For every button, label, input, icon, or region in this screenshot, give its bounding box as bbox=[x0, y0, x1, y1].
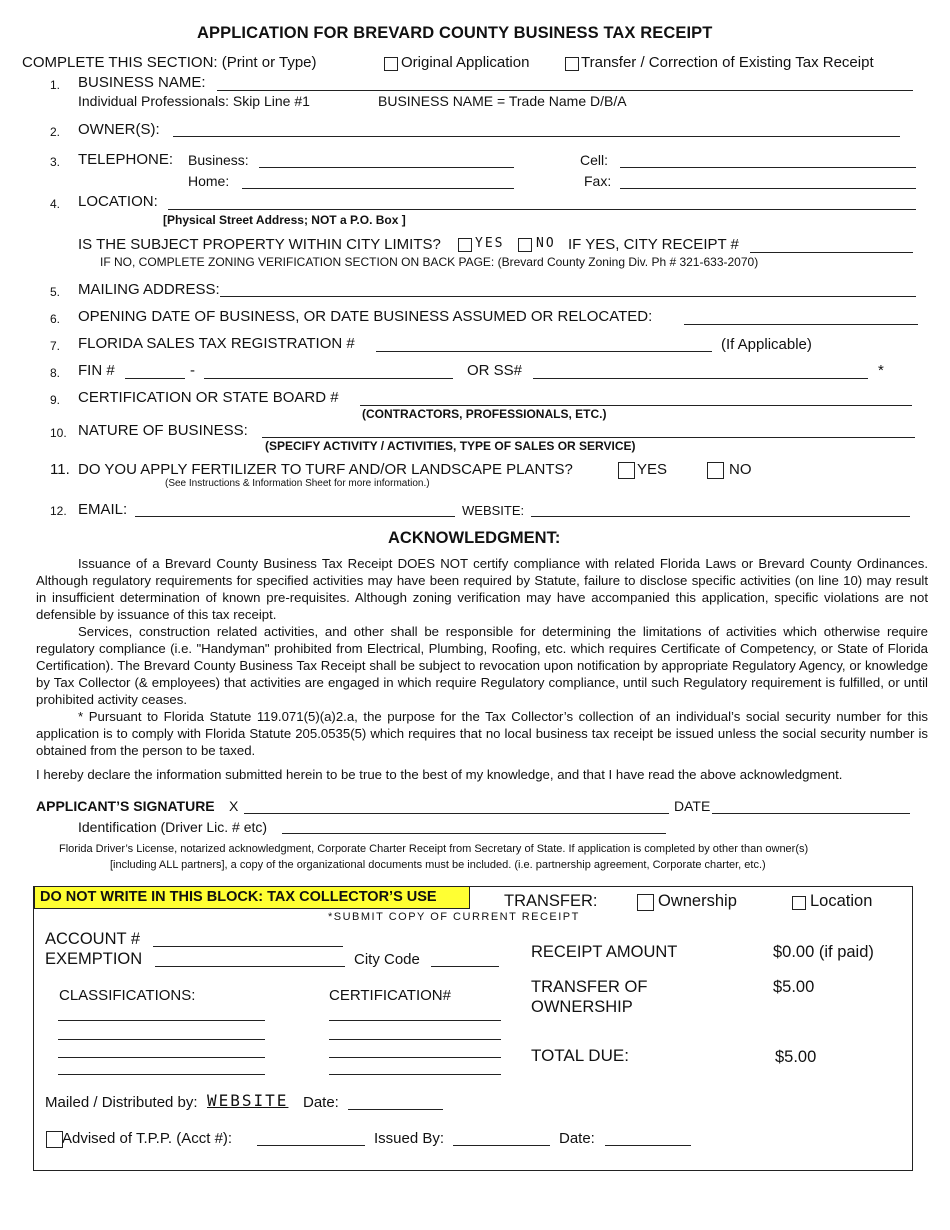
certification-line[interactable] bbox=[329, 1020, 501, 1021]
ssn-field[interactable] bbox=[533, 378, 868, 379]
classification-line[interactable] bbox=[58, 1020, 265, 1021]
zoning-note: IF NO, COMPLETE ZONING VERIFICATION SECTION ON BACK PAGE: (Brevard County Zoning Div. Ph # 321-633-2070) bbox=[100, 255, 759, 269]
business-name-field[interactable] bbox=[217, 90, 913, 91]
tax-collector-block bbox=[33, 886, 913, 1171]
line-number: 6. bbox=[50, 312, 61, 326]
issued-by-label: Issued By: bbox=[374, 1130, 445, 1147]
home-phone-field[interactable] bbox=[242, 188, 514, 189]
ssn-asterisk: * bbox=[878, 362, 884, 379]
opening-date-field[interactable] bbox=[684, 324, 918, 325]
city-limits-yes-checkbox[interactable] bbox=[458, 238, 472, 252]
certification-line[interactable] bbox=[329, 1074, 501, 1075]
ownership-label: Ownership bbox=[658, 892, 737, 910]
classification-line[interactable] bbox=[58, 1039, 265, 1040]
ssn-label: OR SS# bbox=[467, 362, 523, 379]
line-number: 11. bbox=[50, 461, 70, 478]
certification-note: (CONTRACTORS, PROFESSIONALS, ETC.) bbox=[362, 407, 607, 421]
declaration-text: I hereby declare the information submitted herein to be true to the best of my knowledge, and that I have read the above acknowledgment. bbox=[36, 767, 843, 782]
location-label: LOCATION: bbox=[78, 193, 158, 210]
total-due-value: $5.00 bbox=[775, 1048, 817, 1066]
city-limits-no-checkbox[interactable] bbox=[518, 238, 532, 252]
nature-of-business-note: (SPECIFY ACTIVITY / ACTIVITIES, TYPE OF SALES OR SERVICE) bbox=[265, 439, 636, 453]
line-number: 9. bbox=[50, 393, 61, 407]
business-name-label: BUSINESS NAME: bbox=[78, 74, 206, 91]
ownership-checkbox[interactable] bbox=[637, 894, 654, 911]
owners-field[interactable] bbox=[173, 136, 900, 137]
certification-line[interactable] bbox=[329, 1057, 501, 1058]
certification-line[interactable] bbox=[329, 1039, 501, 1040]
sales-tax-note: (If Applicable) bbox=[721, 336, 812, 353]
ack-paragraph-1: Issuance of a Brevard County Business Tax Receipt DOES NOT certify compliance with related Florida Laws or Brevard County Ordinances. Although regulatory requirements for specified activities may have been required by Statute, failure to disclose specific activities (on line 10) may result in insufficient determination of known pre-requisites. Although zoning verification may have accompanied this application, specific violations are not defensible by issuance of this tax receipt. bbox=[36, 556, 928, 622]
signature-date-label: DATE bbox=[674, 798, 711, 814]
sales-tax-field[interactable] bbox=[376, 351, 712, 352]
account-field[interactable] bbox=[153, 946, 343, 947]
identification-label: Identification (Driver Lic. # etc) bbox=[78, 819, 268, 835]
telephone-label: TELEPHONE: bbox=[78, 151, 174, 168]
tax-collector-banner: DO NOT WRITE IN THIS BLOCK: TAX COLLECTOR’S USE bbox=[34, 886, 470, 909]
nature-of-business-field[interactable] bbox=[262, 437, 915, 438]
mailed-distributed-label: Mailed / Distributed by: bbox=[45, 1094, 198, 1111]
business-phone-label: Business: bbox=[188, 152, 249, 168]
line-number: 2. bbox=[50, 125, 61, 139]
line-number: 8. bbox=[50, 366, 61, 380]
mailing-address-field[interactable] bbox=[220, 296, 916, 297]
classification-line[interactable] bbox=[58, 1057, 265, 1058]
fertilizer-no-checkbox[interactable] bbox=[707, 462, 724, 479]
signature-label: APPLICANT’S SIGNATURE bbox=[36, 798, 215, 814]
signature-x: X bbox=[229, 798, 239, 814]
exemption-label: EXEMPTION bbox=[45, 950, 143, 968]
line-number: 5. bbox=[50, 285, 61, 299]
ack-paragraph-2: Services, construction related activities, and other shall be responsible for determining the limitations of activities which otherwise require regulatory compliance (i.e. "Handyman" prohibited from Electrical, Plumbing, Roofing, etc. which requires Certificate of Competency, or State of Florida Certification). The Brevard County Business Tax Receipt shall be subject to revocation upon notification by appropriate Regulatory Agency, or knowledge by Tax Collector (& employees) that activities are engaged in which require Regulatory compliance, until such Regulatory requirement is fulfilled, or until prohibited activity ceases. bbox=[36, 624, 928, 707]
classification-line[interactable] bbox=[58, 1074, 265, 1075]
original-application-checkbox[interactable] bbox=[384, 57, 398, 71]
complete-section-label: COMPLETE THIS SECTION: (Print or Type) bbox=[22, 54, 317, 71]
ownership-caps-label: OWNERSHIP bbox=[531, 998, 633, 1016]
location-note: [Physical Street Address; NOT a P.O. Box ] bbox=[163, 213, 406, 227]
business-phone-field[interactable] bbox=[259, 167, 514, 168]
fertilizer-yes-checkbox[interactable] bbox=[618, 462, 635, 479]
line-number: 4. bbox=[50, 197, 61, 211]
signature-date-field[interactable] bbox=[712, 813, 910, 814]
city-receipt-label: IF YES, CITY RECEIPT # bbox=[568, 236, 739, 253]
trade-name-note: BUSINESS NAME = Trade Name D/B/A bbox=[378, 93, 627, 109]
fertilizer-question: DO YOU APPLY FERTILIZER TO TURF AND/OR LANDSCAPE PLANTS? bbox=[78, 461, 573, 478]
city-code-field[interactable] bbox=[431, 966, 499, 967]
transfer-label: TRANSFER: bbox=[504, 892, 598, 910]
advised-tpp-checkbox[interactable] bbox=[46, 1131, 63, 1148]
owners-label: OWNER(S): bbox=[78, 121, 160, 138]
cell-phone-label: Cell: bbox=[580, 152, 609, 168]
city-receipt-field[interactable] bbox=[750, 252, 913, 253]
location-field[interactable] bbox=[168, 209, 916, 210]
fertilizer-yes-label: YES bbox=[637, 461, 668, 478]
mailed-date-label: Date: bbox=[303, 1094, 339, 1111]
exemption-field[interactable] bbox=[155, 966, 345, 967]
classifications-label: CLASSIFICATIONS: bbox=[59, 987, 196, 1004]
fertilizer-no-label: NO bbox=[729, 461, 752, 478]
mailing-address-label: MAILING ADDRESS: bbox=[78, 281, 220, 298]
mailed-distributed-value: WEBSITE bbox=[207, 1091, 289, 1110]
acknowledgment-heading: ACKNOWLEDGMENT: bbox=[388, 529, 561, 547]
line-number: 10. bbox=[50, 426, 67, 440]
submit-copy-note: *SUBMIT COPY OF CURRENT RECEIPT bbox=[328, 911, 580, 923]
ack-paragraph-3: * Pursuant to Florida Statute 119.071(5)(a)2.a, the purpose for the Tax Collector’s collection of an individual’s social security number for this application is to comply with Florida Statute 205.0535(5) which requires that no local business tax receipt be issued unless the social security number is obtained from the person to be taxed. bbox=[36, 709, 928, 758]
city-code-label: City Code bbox=[354, 951, 420, 968]
original-application-label: Original Application bbox=[401, 54, 530, 71]
city-limits-yes-label: YES bbox=[475, 236, 505, 251]
receipt-amount-value: $0.00 (if paid) bbox=[773, 943, 874, 961]
opening-date-label: OPENING DATE OF BUSINESS, OR DATE BUSINESS ASSUMED OR RELOCATED: bbox=[78, 308, 653, 325]
identification-field[interactable] bbox=[282, 833, 666, 834]
fax-label: Fax: bbox=[584, 173, 612, 189]
fin-dash: - bbox=[190, 362, 195, 379]
receipt-amount-label: RECEIPT AMOUNT bbox=[531, 943, 678, 961]
identification-note-2: [including ALL partners], a copy of the organizational documents must be included. (i.e. partnership agreement, Corporate charter, etc.) bbox=[110, 859, 766, 871]
website-field[interactable] bbox=[531, 516, 910, 517]
nature-of-business-label: NATURE OF BUSINESS: bbox=[78, 422, 248, 439]
mailed-date-field[interactable] bbox=[348, 1109, 443, 1110]
location-transfer-checkbox[interactable] bbox=[792, 896, 806, 910]
transfer-of-label: TRANSFER OF bbox=[531, 978, 648, 996]
signature-field[interactable] bbox=[244, 813, 669, 814]
transfer-correction-label: Transfer / Correction of Existing Tax Receipt bbox=[581, 54, 874, 71]
issued-date-label: Date: bbox=[559, 1130, 595, 1147]
fertilizer-note: (See Instructions & Information Sheet for more information.) bbox=[165, 478, 430, 489]
acknowledgment-text bbox=[36, 555, 928, 759]
line-number: 1. bbox=[50, 78, 61, 92]
email-field[interactable] bbox=[135, 516, 455, 517]
fin-prefix-field[interactable] bbox=[125, 378, 185, 379]
line-number: 7. bbox=[50, 339, 61, 353]
advised-tpp-label: Advised of T.P.P. (Acct #): bbox=[62, 1130, 233, 1147]
total-due-label: TOTAL DUE: bbox=[531, 1046, 629, 1065]
account-label: ACCOUNT # bbox=[45, 930, 141, 948]
certification-field[interactable] bbox=[360, 405, 912, 406]
transfer-value: $5.00 bbox=[773, 978, 815, 996]
identification-note-1: Florida Driver’s License, notarized acknowledgment, Corporate Charter Receipt from Secretary of State. If application is completed by other than owner(s) bbox=[59, 843, 809, 855]
email-label: EMAIL: bbox=[78, 501, 128, 518]
business-name-note: Individual Professionals: Skip Line #1 bbox=[78, 93, 310, 109]
fin-number-field[interactable] bbox=[204, 378, 453, 379]
sales-tax-label: FLORIDA SALES TAX REGISTRATION # bbox=[78, 335, 355, 352]
home-phone-label: Home: bbox=[188, 173, 230, 189]
website-label: WEBSITE: bbox=[462, 503, 525, 518]
advised-tpp-field[interactable] bbox=[257, 1145, 365, 1146]
location-transfer-label: Location bbox=[810, 892, 873, 910]
issued-by-field[interactable] bbox=[453, 1145, 550, 1146]
line-number: 12. bbox=[50, 504, 67, 518]
city-limits-no-label: NO bbox=[536, 236, 556, 251]
issued-date-field[interactable] bbox=[605, 1145, 691, 1146]
certification-label: CERTIFICATION OR STATE BOARD # bbox=[78, 389, 339, 406]
transfer-correction-checkbox[interactable] bbox=[565, 57, 579, 71]
fax-field[interactable] bbox=[620, 188, 916, 189]
line-number: 3. bbox=[50, 155, 61, 169]
certification-number-label: CERTIFICATION# bbox=[329, 987, 451, 1004]
cell-phone-field[interactable] bbox=[620, 167, 916, 168]
city-limits-question: IS THE SUBJECT PROPERTY WITHIN CITY LIMITS? bbox=[78, 236, 441, 253]
fin-label: FIN # bbox=[78, 362, 115, 379]
form-title: APPLICATION FOR BREVARD COUNTY BUSINESS TAX RECEIPT bbox=[197, 24, 713, 42]
